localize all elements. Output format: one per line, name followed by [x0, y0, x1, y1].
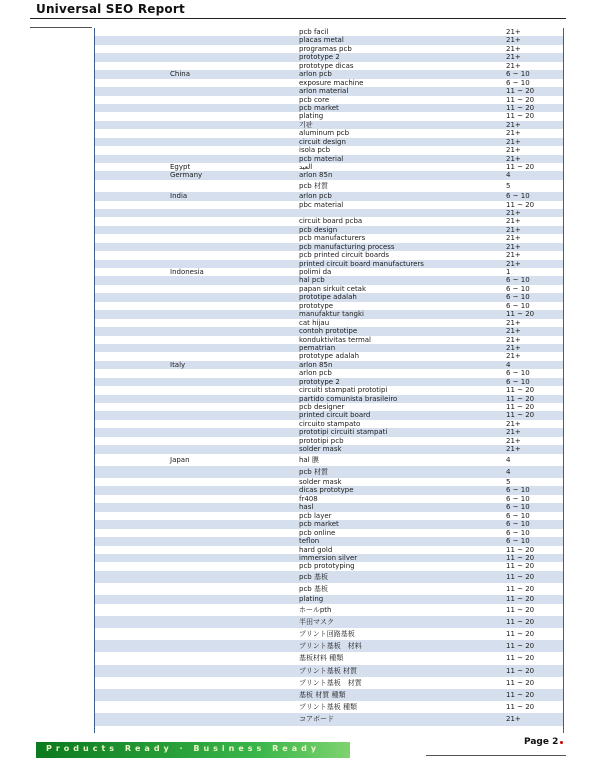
table-row: [95, 319, 563, 327]
cell-country: Egypt: [170, 163, 191, 171]
table-row: [95, 104, 563, 112]
table-row: [95, 428, 563, 436]
table-row: [95, 478, 563, 486]
cell-keyword: hal pcb: [299, 276, 325, 285]
cell-rank: 6 ~ 10: [506, 503, 530, 512]
cell-rank: 21+: [506, 217, 521, 226]
cell-keyword: prototipe adalah: [299, 293, 357, 302]
cell-keyword: dicas prototype: [299, 486, 354, 495]
cell-rank: 21+: [506, 154, 521, 163]
table-row: [95, 466, 563, 478]
cell-keyword: prototype: [299, 301, 334, 310]
cell-rank: 4: [506, 360, 511, 369]
table-row: [95, 713, 563, 725]
cell-keyword: contoh prototipe: [299, 327, 358, 336]
cell-keyword: 基板材料 種類: [299, 654, 344, 663]
cell-rank: 21+: [506, 715, 521, 724]
table-row: [95, 129, 563, 137]
cell-keyword: コアボード: [299, 715, 334, 724]
table-row: [95, 217, 563, 225]
table-row: [95, 369, 563, 377]
cell-rank: 21+: [506, 352, 521, 361]
table-row: [95, 562, 563, 570]
table-row: [95, 251, 563, 259]
cell-keyword: プリント基板 材料: [299, 642, 362, 651]
cell-rank: 6 ~ 10: [506, 70, 530, 79]
cell-keyword: prototype adalah: [299, 352, 360, 361]
cell-rank: 11 ~ 20: [506, 95, 535, 104]
cell-rank: 5: [506, 478, 511, 486]
cell-rank: 21+: [506, 120, 521, 129]
cell-rank: 6 ~ 10: [506, 537, 530, 546]
table-row: [95, 226, 563, 234]
table-row: [95, 546, 563, 554]
cell-country: Germany: [170, 171, 203, 180]
cell-rank: 21+: [506, 445, 521, 454]
table-row: [95, 344, 563, 352]
table-row: [95, 352, 563, 360]
cell-rank: 6 ~ 10: [506, 377, 530, 386]
cell-keyword: immersion silver: [299, 553, 358, 562]
cell-rank: 11 ~ 20: [506, 200, 535, 209]
table-row: [95, 310, 563, 318]
table-row: [95, 628, 563, 640]
cell-rank: 21+: [506, 28, 521, 36]
table-row: [95, 554, 563, 562]
cell-keyword: printed circuit board: [299, 411, 371, 420]
cell-rank: 21+: [506, 208, 521, 217]
cell-rank: 21+: [506, 137, 521, 146]
cell-rank: 11 ~ 20: [506, 103, 535, 112]
cell-rank: 21+: [506, 53, 521, 62]
cell-rank: 11 ~ 20: [506, 403, 535, 411]
cell-keyword: cat hijau: [299, 318, 330, 327]
cell-rank: 21+: [506, 44, 521, 53]
cell-keyword: printed circuit board manufacturers: [299, 259, 424, 268]
table-row: [95, 36, 563, 44]
table-row: [95, 302, 563, 310]
table-row: [95, 395, 563, 403]
cell-rank: 11 ~ 20: [506, 310, 535, 319]
cell-rank: 21+: [506, 225, 521, 234]
table-row: [95, 604, 563, 616]
table-row: [95, 163, 563, 171]
table-row: [95, 121, 563, 129]
cell-keyword: polimi da: [299, 268, 332, 276]
cell-keyword: prototype 2: [299, 53, 340, 62]
table-row: [95, 146, 563, 154]
cell-keyword: circuiti stampati prototipi: [299, 386, 388, 395]
cell-keyword: hasl: [299, 503, 314, 512]
cell-rank: 4: [506, 467, 511, 476]
table-row: [95, 652, 563, 664]
cell-keyword: pcb core: [299, 95, 330, 104]
cell-rank: 11 ~ 20: [506, 617, 535, 626]
cell-rank: 6 ~ 10: [506, 192, 530, 201]
table-row: [95, 276, 563, 284]
table-row: [95, 411, 563, 419]
cell-keyword: pcb 材質: [299, 181, 328, 190]
cell-keyword: programas pcb: [299, 44, 352, 53]
header-rule: [30, 18, 566, 19]
table-row: [95, 79, 563, 87]
table-row: [95, 327, 563, 335]
cell-keyword: pcb 基板: [299, 585, 328, 593]
cell-rank: 11 ~ 20: [506, 394, 535, 403]
cell-rank: 11 ~ 20: [506, 572, 535, 581]
table-row: [95, 665, 563, 677]
cell-rank: 21+: [506, 436, 521, 445]
table-row: [95, 437, 563, 445]
cell-rank: 21+: [506, 251, 521, 260]
cell-rank: 11 ~ 20: [506, 630, 535, 638]
table-row: [95, 529, 563, 537]
cell-keyword: pbc material: [299, 200, 344, 209]
cell-rank: 11 ~ 20: [506, 87, 535, 96]
table-row: [95, 420, 563, 428]
cell-keyword: pcb designer: [299, 403, 345, 411]
cell-keyword: pcb 基板: [299, 572, 328, 581]
cell-keyword: hal 膜: [299, 455, 319, 464]
cell-keyword: teflon: [299, 537, 320, 546]
table-row: [95, 378, 563, 386]
cell-country: Japan: [170, 455, 190, 464]
cell-rank: 6 ~ 10: [506, 301, 530, 310]
table-row: [95, 537, 563, 545]
cell-rank: 4: [506, 171, 511, 180]
cell-rank: 21+: [506, 242, 521, 251]
cell-rank: 21+: [506, 343, 521, 352]
table-row: [95, 336, 563, 344]
table-row: [95, 180, 563, 192]
table-row: [95, 361, 563, 369]
cell-keyword: pcb design: [299, 225, 338, 234]
cell-country: China: [170, 70, 190, 79]
table-row: [95, 520, 563, 528]
table-row: [95, 62, 563, 70]
cell-keyword: プリント基板 種類: [299, 703, 357, 712]
cell-rank: 4: [506, 455, 511, 464]
cell-rank: 21+: [506, 61, 521, 70]
table-row: [95, 28, 563, 36]
cell-rank: 21+: [506, 234, 521, 243]
table-row: [95, 201, 563, 209]
cell-rank: 6 ~ 10: [506, 369, 530, 378]
footer-rule: [426, 755, 566, 756]
cell-rank: 11 ~ 20: [506, 642, 535, 651]
cell-keyword: pcb material: [299, 154, 344, 163]
cell-keyword: pcb market: [299, 520, 339, 529]
table-row: [95, 138, 563, 146]
cell-keyword: pcb manufacturers: [299, 234, 366, 243]
cell-rank: 6 ~ 10: [506, 494, 530, 503]
cell-keyword: fr408: [299, 494, 318, 503]
table-row: [95, 454, 563, 466]
table-row: [95, 293, 563, 301]
cell-keyword: prototipi pcb: [299, 436, 344, 445]
table-row: [95, 583, 563, 595]
cell-keyword: arlon pcb: [299, 369, 332, 378]
cell-rank: 11 ~ 20: [506, 585, 535, 593]
cell-rank: 21+: [506, 419, 521, 428]
cell-keyword: العيد: [299, 163, 313, 171]
cell-keyword: plating: [299, 595, 324, 604]
table-row: [95, 386, 563, 394]
cell-rank: 6 ~ 10: [506, 78, 530, 87]
cell-rank: 11 ~ 20: [506, 545, 535, 554]
cell-keyword: arlon 85n: [299, 171, 333, 180]
table-row: [95, 495, 563, 503]
cell-keyword: pcb manufacturing process: [299, 242, 395, 251]
table-row: [95, 595, 563, 603]
cell-keyword: pcb printed circuit boards: [299, 251, 389, 260]
cell-rank: 21+: [506, 146, 521, 155]
cell-keyword: manufaktur tangki: [299, 310, 364, 319]
cell-keyword: exposure machine: [299, 78, 364, 87]
cell-rank: 11 ~ 20: [506, 595, 535, 604]
cell-country: Indonesia: [170, 268, 204, 276]
table-body: [95, 28, 563, 726]
table-row: [95, 87, 563, 95]
cell-keyword: prototype dicas: [299, 61, 354, 70]
cell-rank: 11 ~ 20: [506, 666, 535, 675]
cell-keyword: aluminum pcb: [299, 129, 350, 138]
table-row: [95, 486, 563, 494]
cell-keyword: プリント回路基板: [299, 630, 355, 638]
table-row: [95, 571, 563, 583]
cell-rank: 11 ~ 20: [506, 553, 535, 562]
cell-rank: 21+: [506, 428, 521, 437]
cell-keyword: hard gold: [299, 545, 333, 554]
cell-rank: 21+: [506, 36, 521, 45]
table-row: [95, 192, 563, 200]
cell-keyword: arlon material: [299, 87, 349, 96]
cell-rank: 11 ~ 20: [506, 678, 535, 687]
table-row: [95, 70, 563, 78]
cell-keyword: pcb prototyping: [299, 562, 355, 571]
cell-keyword: circuit board pcba: [299, 217, 363, 226]
table-row: [95, 234, 563, 242]
cell-keyword: solder mask: [299, 478, 342, 486]
table-row: [95, 689, 563, 701]
cell-keyword: pcb online: [299, 528, 336, 537]
cell-keyword: pcb facil: [299, 28, 329, 36]
cell-keyword: isola pcb: [299, 146, 331, 155]
table-row: [95, 268, 563, 276]
cell-keyword: prototype 2: [299, 377, 340, 386]
cell-rank: 11 ~ 20: [506, 562, 535, 571]
cell-rank: 11 ~ 20: [506, 163, 535, 171]
table-row: [95, 171, 563, 179]
cell-rank: 6 ~ 10: [506, 486, 530, 495]
table-row: [95, 503, 563, 511]
cell-rank: 6 ~ 10: [506, 511, 530, 520]
cell-keyword: pematrian: [299, 343, 336, 352]
cell-rank: 11 ~ 20: [506, 605, 535, 614]
cell-keyword: arlon pcb: [299, 70, 332, 79]
cell-rank: 21+: [506, 327, 521, 336]
cell-rank: 6 ~ 10: [506, 520, 530, 529]
cell-keyword: partido comunista brasileiro: [299, 394, 398, 403]
cell-keyword: placas metal: [299, 36, 344, 45]
cell-rank: 11 ~ 20: [506, 654, 535, 663]
cell-rank: 6 ~ 10: [506, 528, 530, 537]
cell-keyword: 半田マスク: [299, 617, 334, 626]
ranking-table: [94, 28, 564, 733]
cell-keyword: pcb 材質: [299, 467, 328, 476]
cell-keyword: papan sirkuit cetak: [299, 284, 367, 293]
table-row: [95, 445, 563, 453]
cell-keyword: plating: [299, 112, 324, 121]
cell-country: India: [170, 192, 188, 201]
cell-rank: 1: [506, 268, 511, 276]
cell-keyword: 基板 材質 種類: [299, 690, 346, 699]
cell-keyword: ホールpth: [299, 605, 332, 614]
cell-keyword: circuito stampato: [299, 419, 361, 428]
table-row: [95, 53, 563, 61]
cell-keyword: arlon pcb: [299, 192, 332, 201]
cell-country: Italy: [170, 360, 186, 369]
cell-rank: 21+: [506, 259, 521, 268]
page-number: Page 2: [524, 737, 559, 747]
cell-keyword: プリント基板 材質: [299, 678, 362, 687]
table-row: [95, 155, 563, 163]
table-row: [95, 616, 563, 628]
cell-keyword: konduktivitas termal: [299, 335, 371, 344]
table-row: [95, 285, 563, 293]
page-dot-icon: [560, 741, 563, 744]
cell-keyword: プリント基板 材質: [299, 666, 357, 675]
footer-slogan: Products Ready · Business Ready: [46, 744, 321, 753]
header-subrule: [30, 27, 92, 28]
table-row: [95, 512, 563, 520]
table-row: [95, 112, 563, 120]
table-row: [95, 209, 563, 217]
cell-rank: 11 ~ 20: [506, 112, 535, 121]
cell-keyword: circuit design: [299, 137, 346, 146]
table-row: [95, 45, 563, 53]
cell-rank: 21+: [506, 335, 521, 344]
table-row: [95, 243, 563, 251]
cell-rank: 11 ~ 20: [506, 703, 535, 712]
cell-keyword: prototipi circuiti stampati: [299, 428, 388, 437]
cell-rank: 11 ~ 20: [506, 690, 535, 699]
table-row: [95, 640, 563, 652]
cell-rank: 11 ~ 20: [506, 386, 535, 395]
cell-keyword: 기판: [299, 120, 313, 129]
cell-rank: 6 ~ 10: [506, 284, 530, 293]
report-title: Universal SEO Report: [36, 2, 185, 16]
table-row: [95, 677, 563, 689]
cell-keyword: pcb market: [299, 103, 339, 112]
table-row: [95, 96, 563, 104]
cell-rank: 21+: [506, 318, 521, 327]
cell-rank: 11 ~ 20: [506, 411, 535, 420]
table-row: [95, 403, 563, 411]
cell-rank: 5: [506, 181, 511, 190]
table-row: [95, 701, 563, 713]
cell-rank: 21+: [506, 129, 521, 138]
cell-rank: 6 ~ 10: [506, 276, 530, 285]
cell-rank: 6 ~ 10: [506, 293, 530, 302]
cell-keyword: pcb layer: [299, 511, 332, 520]
cell-keyword: solder mask: [299, 445, 342, 454]
table-row: [95, 260, 563, 268]
cell-keyword: arlon 85n: [299, 360, 333, 369]
